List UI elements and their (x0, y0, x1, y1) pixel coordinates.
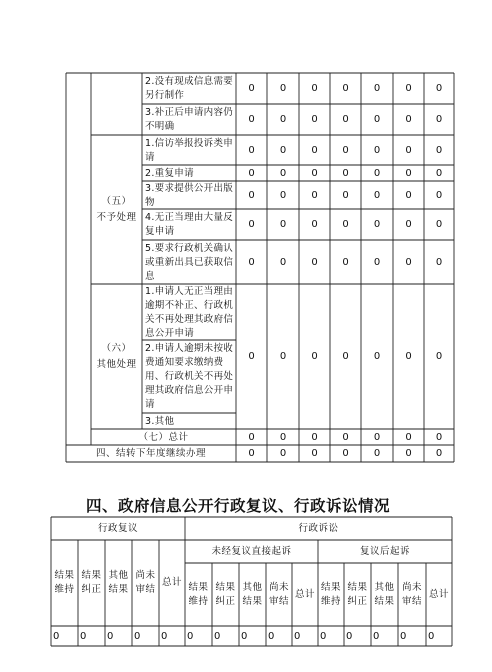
col-header-pending: 尚未 审结 (401, 581, 422, 607)
value-cell: 0 (373, 114, 381, 125)
value-cell: 0 (435, 448, 443, 459)
row-label: 3.要求提供公开出版物 (145, 182, 234, 208)
value-cell: 0 (435, 114, 443, 125)
value-cell: 0 (320, 630, 327, 642)
value-cell: 0 (311, 189, 318, 201)
value-cell: 0 (311, 431, 318, 443)
col-header-maintain: 结果 维持 (320, 581, 341, 607)
value-cell: 0 (311, 351, 318, 362)
value-cell: 0 (435, 144, 443, 156)
value-cell: 0 (311, 114, 318, 125)
value-cell: 0 (342, 431, 349, 443)
value-cell: 0 (373, 256, 381, 268)
value-cell: 0 (248, 219, 255, 230)
value-cell: 0 (248, 256, 255, 268)
value-cell: 0 (294, 630, 301, 642)
value-cell: 0 (279, 256, 287, 268)
section-title: 四、政府信息公开行政复议、行政诉讼情况 (86, 497, 391, 515)
value-cell: 0 (405, 256, 412, 268)
value-cell: 0 (248, 189, 255, 201)
value-cell: 0 (248, 351, 255, 362)
carry-over-row-label: 四、结转下年度继续办理 (95, 448, 206, 459)
direct-litigation-header: 未经复议直接起诉 (211, 546, 292, 557)
value-cell: 0 (373, 431, 381, 443)
col-header-total: 总计 (294, 588, 315, 600)
row-label: 2.申请人逾期未按收费通知要求缴纳费用、行政机关不再处理其政府信息公开申请 (145, 343, 234, 410)
value-cell: 0 (435, 256, 443, 268)
col-header-correct: 结果 纠正 (347, 581, 368, 607)
value-cell: 0 (279, 351, 287, 362)
value-cell: 0 (405, 219, 412, 230)
value-cell: 0 (80, 630, 87, 642)
value-cell: 0 (428, 630, 435, 642)
value-cell: 0 (214, 630, 221, 642)
value-cell: 0 (241, 630, 248, 642)
row-label: 2.没有现成信息需要另行制作 (145, 76, 234, 101)
total-row-label: （七）总计 (138, 431, 189, 443)
row-label: 2.重复申请 (145, 167, 194, 179)
value-cell: 0 (342, 114, 349, 125)
value-cell: 0 (248, 114, 255, 125)
value-cell: 0 (311, 256, 318, 268)
value-cell: 0 (405, 431, 412, 443)
value-cell: 0 (279, 219, 287, 230)
value-cell: 0 (346, 630, 353, 642)
row-label: 5.要求行政机关确认或重新出具已获取信息 (145, 242, 234, 282)
group-label-other-processing: （六） 其他处理 (96, 342, 137, 370)
value-cell: 0 (53, 630, 60, 642)
value-cell: 0 (248, 431, 255, 443)
value-cell: 0 (279, 189, 287, 201)
value-cell: 0 (342, 448, 349, 459)
col-header-correct: 结果 纠正 (215, 581, 236, 607)
value-cell: 0 (373, 448, 381, 459)
value-cell: 0 (342, 167, 349, 179)
value-cell: 0 (161, 630, 168, 642)
value-cell: 0 (342, 189, 349, 201)
row-label: 3.补正后申请内容仍不明确 (145, 107, 234, 132)
value-cell: 0 (405, 189, 412, 201)
value-cell: 0 (279, 114, 287, 125)
value-cell: 0 (187, 630, 194, 642)
value-cell: 0 (342, 144, 349, 156)
litigation-header: 行政诉讼 (298, 523, 339, 534)
value-cell: 0 (342, 83, 349, 94)
value-cell: 0 (311, 219, 318, 230)
col-header-maintain: 结果 维持 (54, 570, 75, 595)
review-header: 行政复议 (97, 523, 138, 534)
value-cell: 0 (268, 630, 275, 642)
value-cell: 0 (248, 167, 255, 179)
value-cell: 0 (279, 431, 287, 443)
value-cell: 0 (311, 83, 318, 94)
value-cell: 0 (435, 83, 443, 94)
col-header-pending: 尚未 审结 (268, 581, 289, 607)
value-cell: 0 (279, 448, 287, 459)
value-cell: 0 (435, 189, 443, 201)
value-cell: 0 (373, 144, 381, 156)
value-cell: 0 (405, 114, 412, 125)
col-header-total: 总计 (428, 588, 449, 600)
col-header-maintain: 结果 维持 (188, 581, 209, 607)
value-cell: 0 (373, 219, 381, 230)
value-cell: 0 (248, 144, 255, 156)
value-cell: 0 (134, 630, 141, 642)
value-cell: 0 (373, 83, 381, 94)
value-cell: 0 (248, 448, 255, 459)
value-cell: 0 (311, 144, 318, 156)
value-cell: 0 (435, 219, 443, 230)
value-cell: 0 (279, 167, 287, 179)
col-header-other: 其他 结果 (242, 581, 263, 607)
value-cell: 0 (311, 448, 318, 459)
col-header-other: 其他 结果 (374, 581, 395, 607)
value-cell: 0 (373, 189, 381, 201)
value-cell: 0 (279, 144, 287, 156)
row-label: 4.无正当理由大量反复申请 (145, 212, 234, 237)
value-cell: 0 (435, 431, 443, 443)
value-cell: 0 (373, 167, 381, 179)
value-cell: 0 (405, 167, 412, 179)
value-cell: 0 (405, 448, 412, 459)
value-cell: 0 (107, 630, 114, 642)
value-cell: 0 (311, 167, 318, 179)
value-cell: 0 (373, 630, 380, 642)
value-cell: 0 (405, 351, 412, 362)
col-header-other: 其他 结果 (108, 570, 129, 595)
col-header-correct: 结果 纠正 (81, 570, 102, 595)
value-cell: 0 (405, 144, 412, 156)
value-cell: 0 (342, 256, 349, 268)
value-cell: 0 (342, 219, 349, 230)
value-cell: 0 (342, 351, 349, 362)
value-cell: 0 (279, 83, 287, 94)
row-label: 3.其他 (145, 415, 175, 427)
value-cell: 0 (373, 351, 381, 362)
value-cell: 0 (400, 630, 407, 642)
row-label: 1.信访举报投诉类申请 (145, 137, 234, 163)
value-cell: 0 (248, 83, 255, 94)
col-header-pending: 尚未 审结 (135, 570, 156, 595)
value-cell: 0 (435, 351, 443, 362)
group-label-no-processing: （五） 不予处理 (96, 195, 137, 223)
after-review-litigation-header: 复议后起诉 (359, 546, 410, 557)
row-label: 1.申请人无正当理由逾期不补正、行政机关不再处理其政府信息公开申请 (145, 285, 234, 339)
value-cell: 0 (405, 83, 412, 94)
col-header-total: 总计 (161, 577, 182, 588)
value-cell: 0 (435, 167, 443, 179)
